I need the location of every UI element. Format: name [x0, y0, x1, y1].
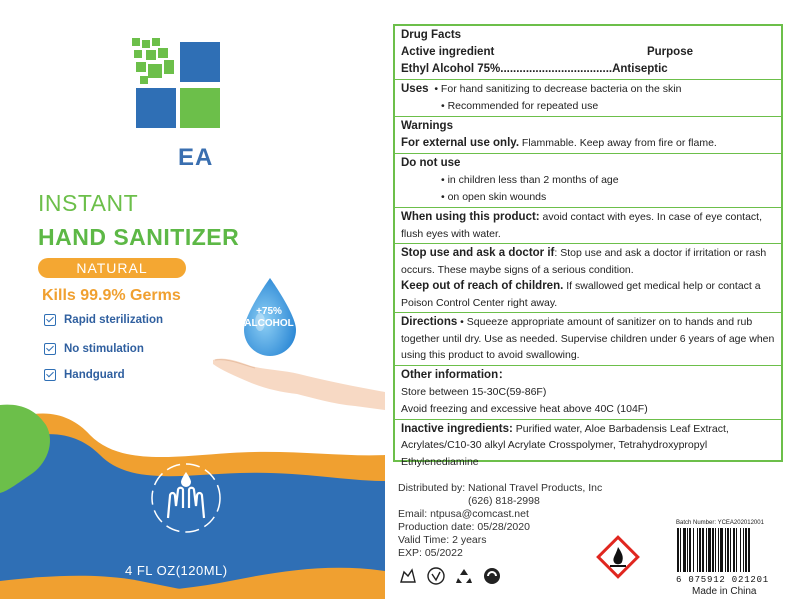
facts-header: [395, 26, 781, 80]
barcode-bar: [702, 528, 704, 572]
inactive-label: Inactive ingredients:: [401, 422, 513, 435]
external-use-text: Flammable. Keep away from fire or flame.: [519, 137, 717, 149]
barcode-bar: [743, 528, 744, 572]
barcode-bar: [683, 528, 686, 572]
active-ingredient-value: Ethyl Alcohol 75%...................................: [401, 63, 613, 75]
directions-text: • Squeeze appropriate amount of sanitizer on to hands and rub together until dry. Use as needed. Supervise children under 6 years of age when using this product to avoid swallowing.: [401, 316, 775, 361]
checkbox-icon: [44, 343, 56, 355]
facts-title: Drug Facts: [401, 29, 462, 41]
do-not-use-item: • on open skin wounds: [441, 191, 547, 203]
feature-label: Rapid sterilization: [64, 314, 164, 326]
volume-label: 4 FL OZ(120ML): [125, 563, 228, 578]
inactive-text: Purified water, Aloe Barbadensis Leaf Extract, Acrylates/C10-30 alkyl Acrylate Crosspolymer, Tetrahydroxypropyl Ethylenediamine: [401, 422, 729, 468]
warnings-label: Warnings: [401, 120, 453, 132]
cruelty-free-icon: [398, 566, 418, 586]
valid-time: Valid Time: 2 years: [398, 534, 487, 546]
barcode-bar: [718, 528, 719, 572]
barcode-bar: [677, 528, 679, 572]
active-ingredient-row: [401, 61, 775, 78]
checkbox-icon: [44, 369, 56, 381]
warnings-section: [395, 117, 781, 154]
other-info-label: Other information: [401, 368, 499, 381]
purpose-label: Purpose: [646, 46, 693, 58]
checkbox-icon: [44, 314, 56, 326]
barcode-bar: [745, 528, 747, 572]
active-ingredient-label: Active ingredient: [401, 46, 495, 58]
keep-out-label: Keep out of reach of children.: [401, 280, 564, 292]
distribution-info: [398, 482, 602, 560]
alcohol-percent: +75%: [256, 306, 282, 317]
active-header-row: [401, 44, 775, 61]
barcode-number: 6 075912 021201: [676, 575, 770, 585]
feature-item: [44, 369, 125, 381]
barcode-bar: [725, 528, 726, 572]
product-name: HAND SANITIZER: [38, 224, 240, 250]
feature-item: [44, 343, 144, 355]
brand-name: EA: [178, 144, 214, 171]
barcode-bar: [712, 528, 714, 572]
barcode-bar: [730, 528, 731, 572]
alcohol-drop-label: [240, 306, 298, 330]
instant-label: INSTANT: [38, 190, 139, 216]
uses-label: Uses: [401, 83, 429, 95]
do-not-use-section: [395, 154, 781, 208]
drug-facts-panel: [393, 24, 783, 468]
barcode-bar: [715, 528, 716, 572]
other-info-item: Avoid freezing and excessive heat above 40C (104F): [401, 402, 648, 415]
other-info-colon: ：: [498, 368, 510, 381]
feature-label: Handguard: [64, 369, 125, 381]
alcohol-word: ALCOHOL: [244, 318, 294, 329]
stop-use-label: Stop use and ask a doctor if: [401, 247, 555, 259]
barcode-bar: [736, 528, 737, 572]
barcode-bar: [680, 528, 681, 572]
directions-section: [395, 313, 781, 366]
hand-washing-icon: [148, 460, 224, 536]
uses-item: • For hand sanitizing to decrease bacteria on the skin: [434, 83, 682, 95]
directions-label: Directions: [401, 316, 458, 328]
barcode-bar: [693, 528, 694, 572]
external-use-label: For external use only.: [401, 137, 520, 149]
recycle-icon: [454, 566, 474, 586]
barcode-bar: [689, 528, 691, 572]
when-using-section: [395, 208, 781, 244]
barcode-bar: [706, 528, 707, 572]
barcode-bar: [708, 528, 711, 572]
brand-logo-icon: [128, 34, 228, 134]
barcode-bar: [733, 528, 735, 572]
expiration-date: EXP: 05/2022: [398, 547, 463, 559]
barcode-bar: [720, 528, 723, 572]
stop-use-text: : Stop use and ask a doctor if irritation or rash occurs. These maybe signs of a serious condition.: [401, 247, 767, 276]
inactive-section: [395, 420, 781, 472]
distributor: Distributed by: National Travel Products, Inc: [398, 482, 603, 494]
phone-number: (626) 818-2998: [468, 495, 540, 507]
feature-label: No stimulation: [64, 343, 144, 355]
flammable-hazard-icon: [596, 535, 640, 579]
vegan-icon: [426, 566, 446, 586]
barcode-bar: [699, 528, 701, 572]
uses-section: [395, 80, 781, 117]
feature-item: [44, 314, 163, 326]
barcode-area: [676, 520, 784, 597]
green-dot-icon: [482, 566, 502, 586]
uses-item: • Recommended for repeated use: [441, 100, 599, 112]
barcode-bar: [687, 528, 688, 572]
barcode-bar: [740, 528, 741, 572]
barcode-bar: [727, 528, 729, 572]
do-not-use-item: • in children less than 2 months of age: [441, 174, 619, 186]
stop-use-section: [395, 244, 781, 313]
front-panel: [0, 0, 385, 599]
batch-number: Batch Number: YCEA202012001: [676, 520, 764, 526]
keep-out-text: If swallowed get medical help or contact a Poison Control Center right away.: [401, 280, 761, 309]
certification-icons: [398, 566, 502, 586]
purpose-value: Antiseptic: [612, 63, 668, 75]
other-info-section: [395, 366, 781, 420]
when-using-label: When using this product:: [401, 211, 540, 223]
production-date: Production date: 05/28/2020: [398, 521, 530, 533]
germ-claim: Kills 99.9% Germs: [42, 287, 181, 304]
barcode-bar: [697, 528, 698, 572]
email: Email: ntpusa@comcast.net: [398, 508, 529, 520]
variant-badge: NATURAL: [38, 258, 186, 278]
other-info-item: Store between 15-30C(59-86F): [401, 385, 547, 398]
when-using-text: avoid contact with eyes. In case of eye contact, flush eyes with water.: [401, 211, 762, 240]
barcode-bar: [748, 528, 750, 572]
do-not-use-label: Do not use: [401, 157, 461, 169]
barcode: [676, 528, 781, 572]
origin-label: Made in China: [692, 586, 757, 597]
